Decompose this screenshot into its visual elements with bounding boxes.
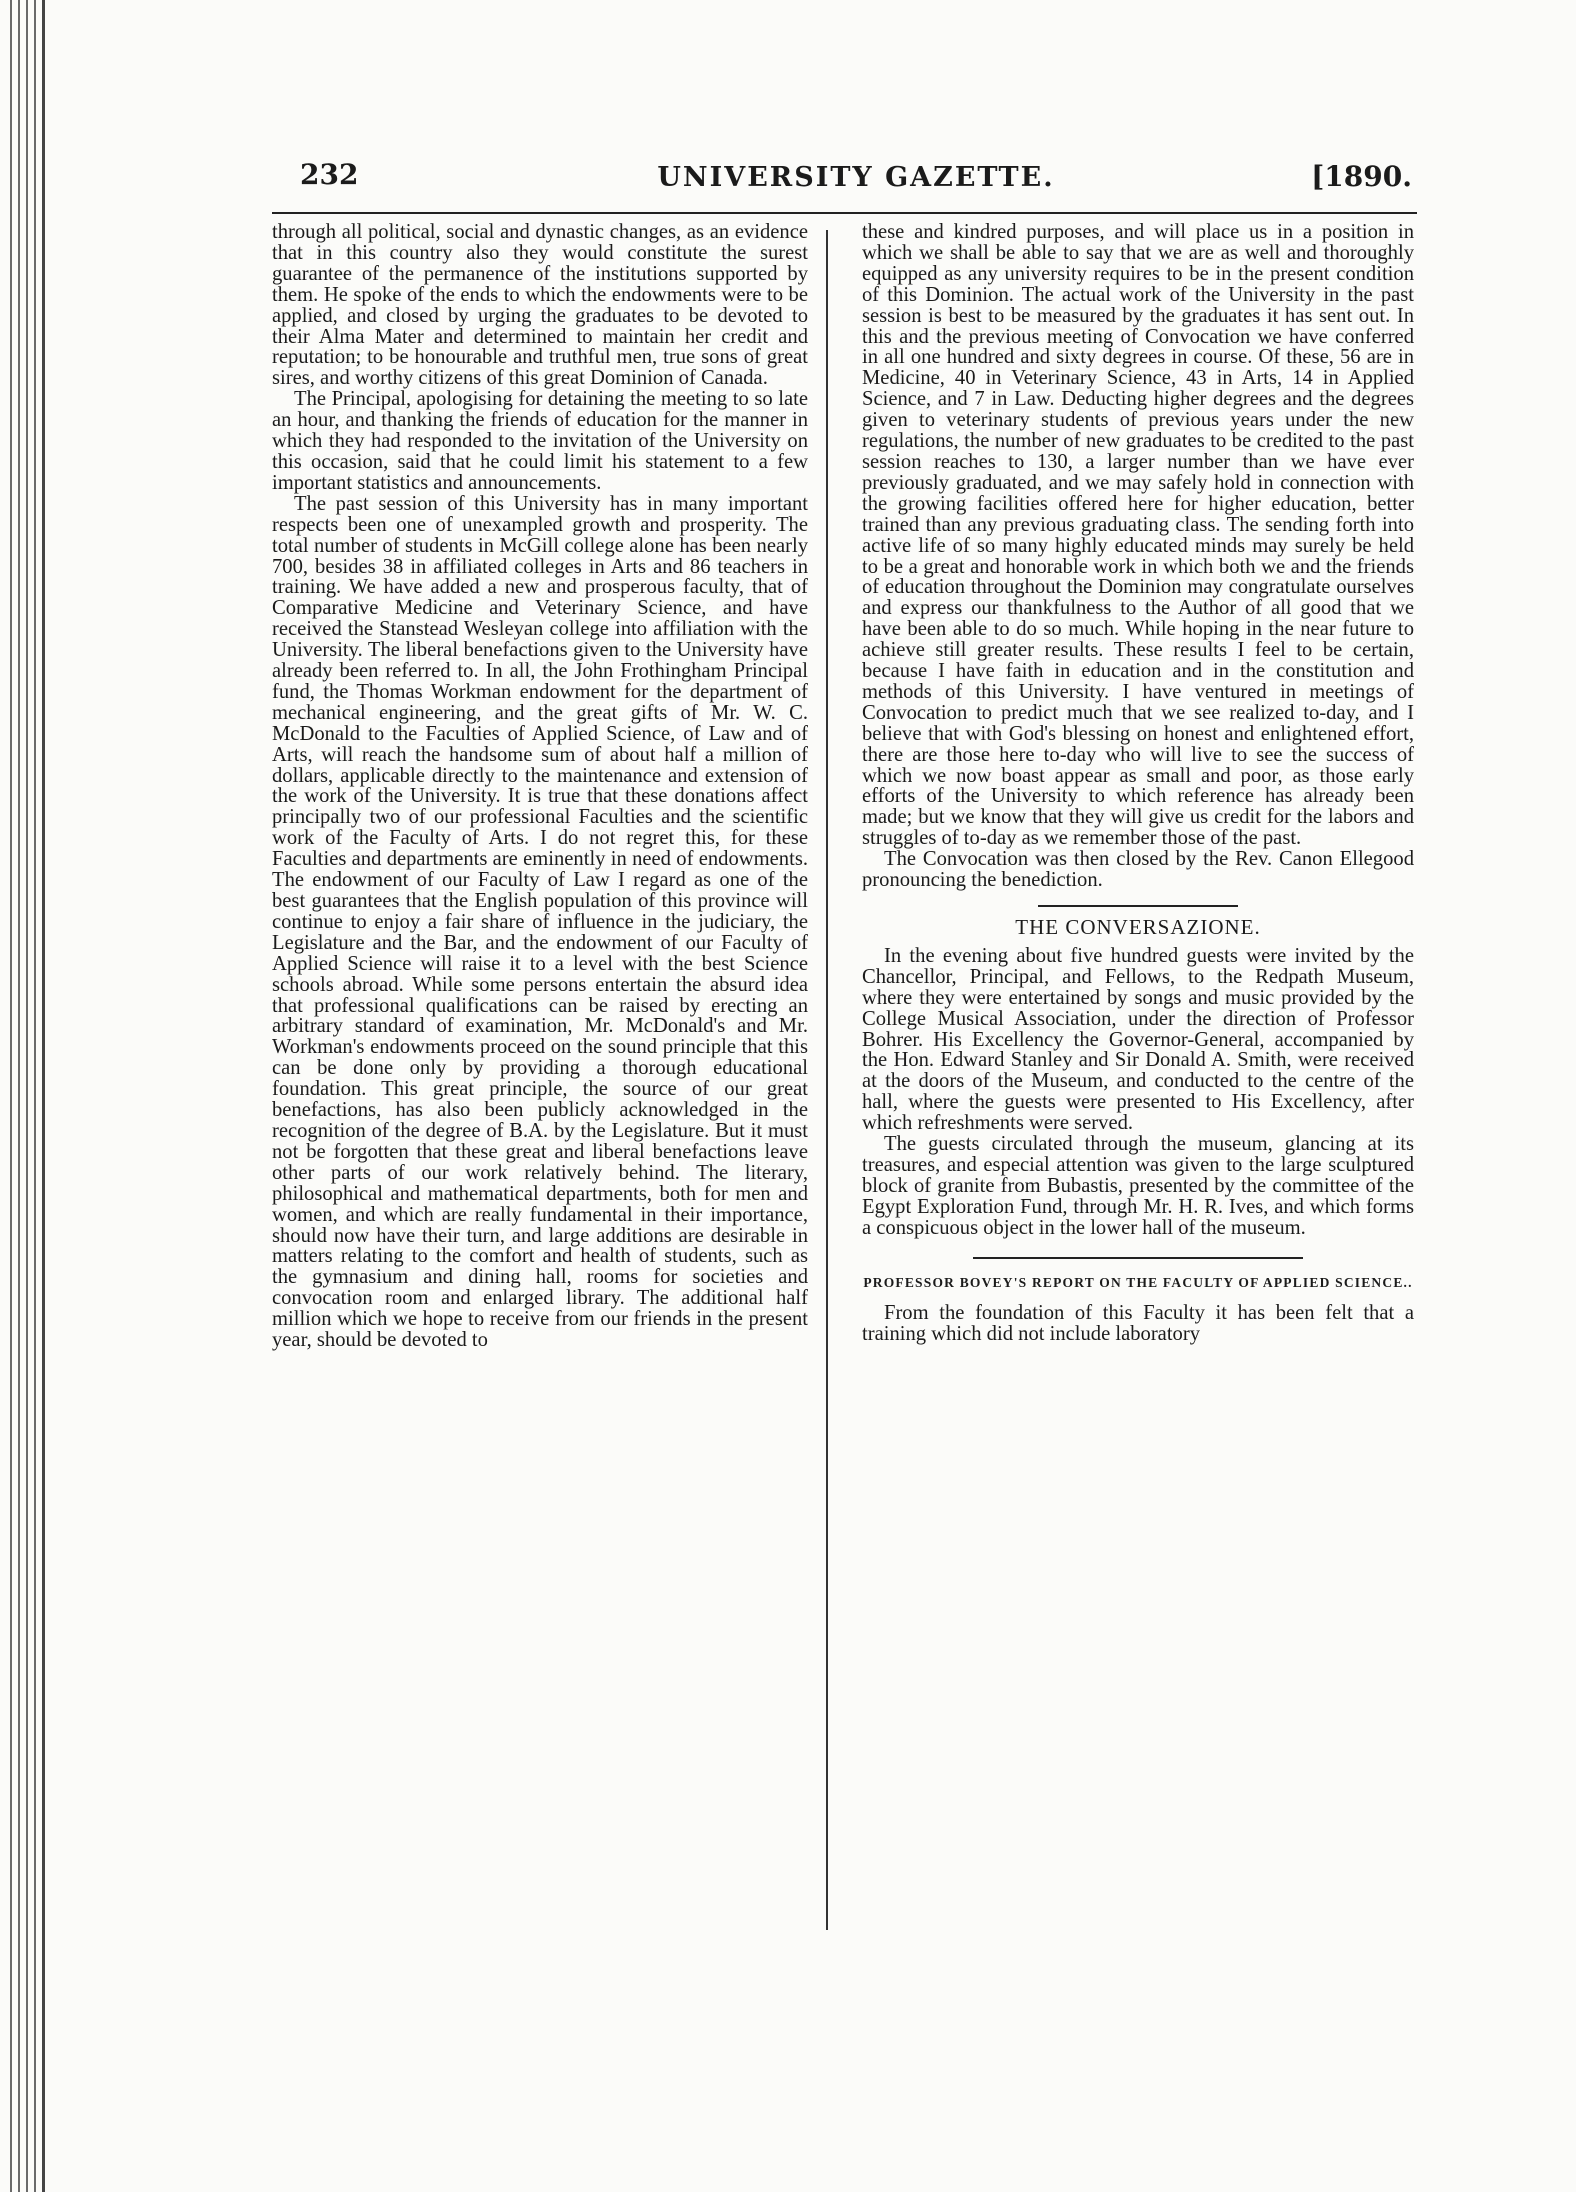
page-number: 232 bbox=[300, 158, 359, 191]
paragraph: these and kindred purposes, and will place us in a position in which we shall be able to say that we are as well and thoroughly equipped as any university requires to be in the present condition of this Dominion. The actual work of the University in the past session is best to be measured by the graduates it has sent out. In this and the previous meeting of Convocation we have conferred in all one hundred and sixty degrees in course. Of these, 56 are in Medicine, 40 in Veterinary Science, 43 in Arts, 14 in Applied Science, and 7 in Law. Deducting higher degrees and the degrees given to veterinary students of previous years under the new regulations, the number of new graduates to be credited to the past session reaches to 130, a larger number than we have ever previously graduated, and we may safely hold in connection with the growing facilities offered here for higher education, better trained than any previous graduating class. The sending forth into active life of so many highly educated minds may surely be held to be a great and honorable work in which both we and the friends of education throughout the Dominion may congratulate ourselves and express our thankfulness to the Author of all good that we have been able to do so much. While hoping in the near future to achieve still greater results. These results I feel to be certain, because I have faith in education and in the constitution and methods of this University. I have ventured in meetings of Convocation to predict much that we see realized to-day, and I believe that with God's blessing on honest and enlightened effort, there are those here to-day who will live to see the success of which we now boast appear as small and poor, as those early efforts of the University to which reference has already been made; but we know that they will give us credit for the labors and struggles of to-day as we remember those of the past. bbox=[862, 221, 1414, 850]
journal-title: UNIVERSITY GAZETTE. bbox=[657, 162, 1055, 193]
page-edge-line bbox=[18, 0, 20, 2192]
page-edge-line bbox=[26, 0, 28, 2192]
header-year: [1890. bbox=[1311, 160, 1412, 193]
page-edge-line bbox=[42, 0, 45, 2192]
paragraph: The past session of this University has in many important respects been one of unexampled growth and prosperity. The total number of students in McGill college alone has been nearly 700, besides 38 in affiliated colleges in Arts and 86 teachers in training. We have added a new and prosperous faculty, that of Comparative Medicine and Veterinary Science, and have received the Stanstead Wesleyan college into affiliation with the University. The liberal benefactions given to the University have already been referred to. In all, the John Frothingham Principal fund, the Thomas Workman endowment for the department of mechanical engineering, and the great gifts of Mr. W. C. McDonald to the Faculties of Applied Science, of Law and of Arts, will reach the handsome sum of about half a million of dollars, applicable directly to the maintenance and extension of the work of the University. It is true that these donations affect principally two of our professional Faculties and the scientific work of the Faculty of Arts. I do not regret this, for these Faculties and departments are eminently in need of endowments. The endowment of our Faculty of Law I regard as one of the best guarantees that the English population of this province will continue to enjoy a fair share of influence in the judiciary, the Legislature and the Bar, and the endowment of our Faculty of Applied Science will raise it to a level with the best Science schools abroad. While some persons entertain the absurd idea that professional qualifications can be raised by erecting an arbitrary standard of examination, Mr. McDonald's and Mr. Workman's endowments proceed on the sound principle that this can be done only by providing a thorough educational foundation. This great principle, the source of our great benefactions, has also been publicly acknowledged in the recognition of the degree of B.A. by the Legislature. But it must not be forgotten that these great and liberal benefactions leave other parts of our work relatively behind. The literary, philosophical and mathematical departments, both for men and women, and which are really fundamental in their importance, should now have their turn, and large additions are desirable in matters relating to the comfort and health of students, such as the gymnasium and dining hall, rooms for societies and convocation room and enlarged library. The additional half million which we hope to receive from our friends in the present year, should be devoted to bbox=[272, 492, 808, 1352]
right-column bbox=[862, 222, 1414, 1344]
section-heading: THE CONVERSAZIONE. bbox=[1015, 915, 1261, 939]
paragraph: In the evening about five hundred guests were invited by the Chancellor, Principal, and Fellows, to the Redpath Museum, where they were entertained by songs and music provided by the College Musical Association, under the direction of Professor Bohrer. His Excellency the Governor-General, accompanied by the Hon. Edward Stanley and Sir Donald A. Smith, were received at the doors of the Museum, and conducted to the centre of the hall, where the guests were presented to His Excellency, after which refreshments were served. bbox=[862, 944, 1414, 1135]
page-edge-line bbox=[10, 0, 12, 2192]
paragraph: The Principal, apologising for detaining the meeting to so late an hour, and thanking the friends of education for the manner in which they had responded to the invitation of the University on this occasion, said that he could limit his statement to a few important statistics and announcements. bbox=[272, 388, 808, 494]
paragraph: through all political, social and dynastic changes, as an evidence that in this country also they would constitute the surest guarantee of the permanence of the institutions supported by them. He spoke of the ends to which the endowments were to be applied, and closed by urging the graduates to be devoted to their Alma Mater and determined to maintain her credit and reputation; to be honourable and truthful men, true sons of great sires, and worthy citizens of this great Dominion of Canada. bbox=[272, 221, 808, 390]
left-column bbox=[272, 222, 808, 1351]
running-header bbox=[300, 150, 1412, 210]
section-rule bbox=[1038, 905, 1238, 907]
paragraph: From the foundation of this Faculty it has been felt that a training which did not include laboratory bbox=[862, 1301, 1414, 1345]
page-edge-line bbox=[34, 0, 36, 2192]
section-rule bbox=[973, 1257, 1303, 1259]
report-heading: PROFESSOR BOVEY'S REPORT ON THE FACULTY OF APPLIED SCIENCE.. bbox=[863, 1274, 1413, 1290]
paragraph: The guests circulated through the museum, glancing at its treasures, and especial attention was given to the large sculptured block of granite from Bubastis, presented by the committee of the Egypt Exploration Fund, through Mr. H. R. Ives, and which forms a conspicuous object in the lower hall of the museum. bbox=[862, 1133, 1414, 1239]
header-rule bbox=[272, 212, 1417, 214]
column-divider bbox=[826, 230, 828, 1930]
paragraph: The Convocation was then closed by the Rev. Canon Ellegood pronouncing the benediction. bbox=[862, 848, 1414, 892]
